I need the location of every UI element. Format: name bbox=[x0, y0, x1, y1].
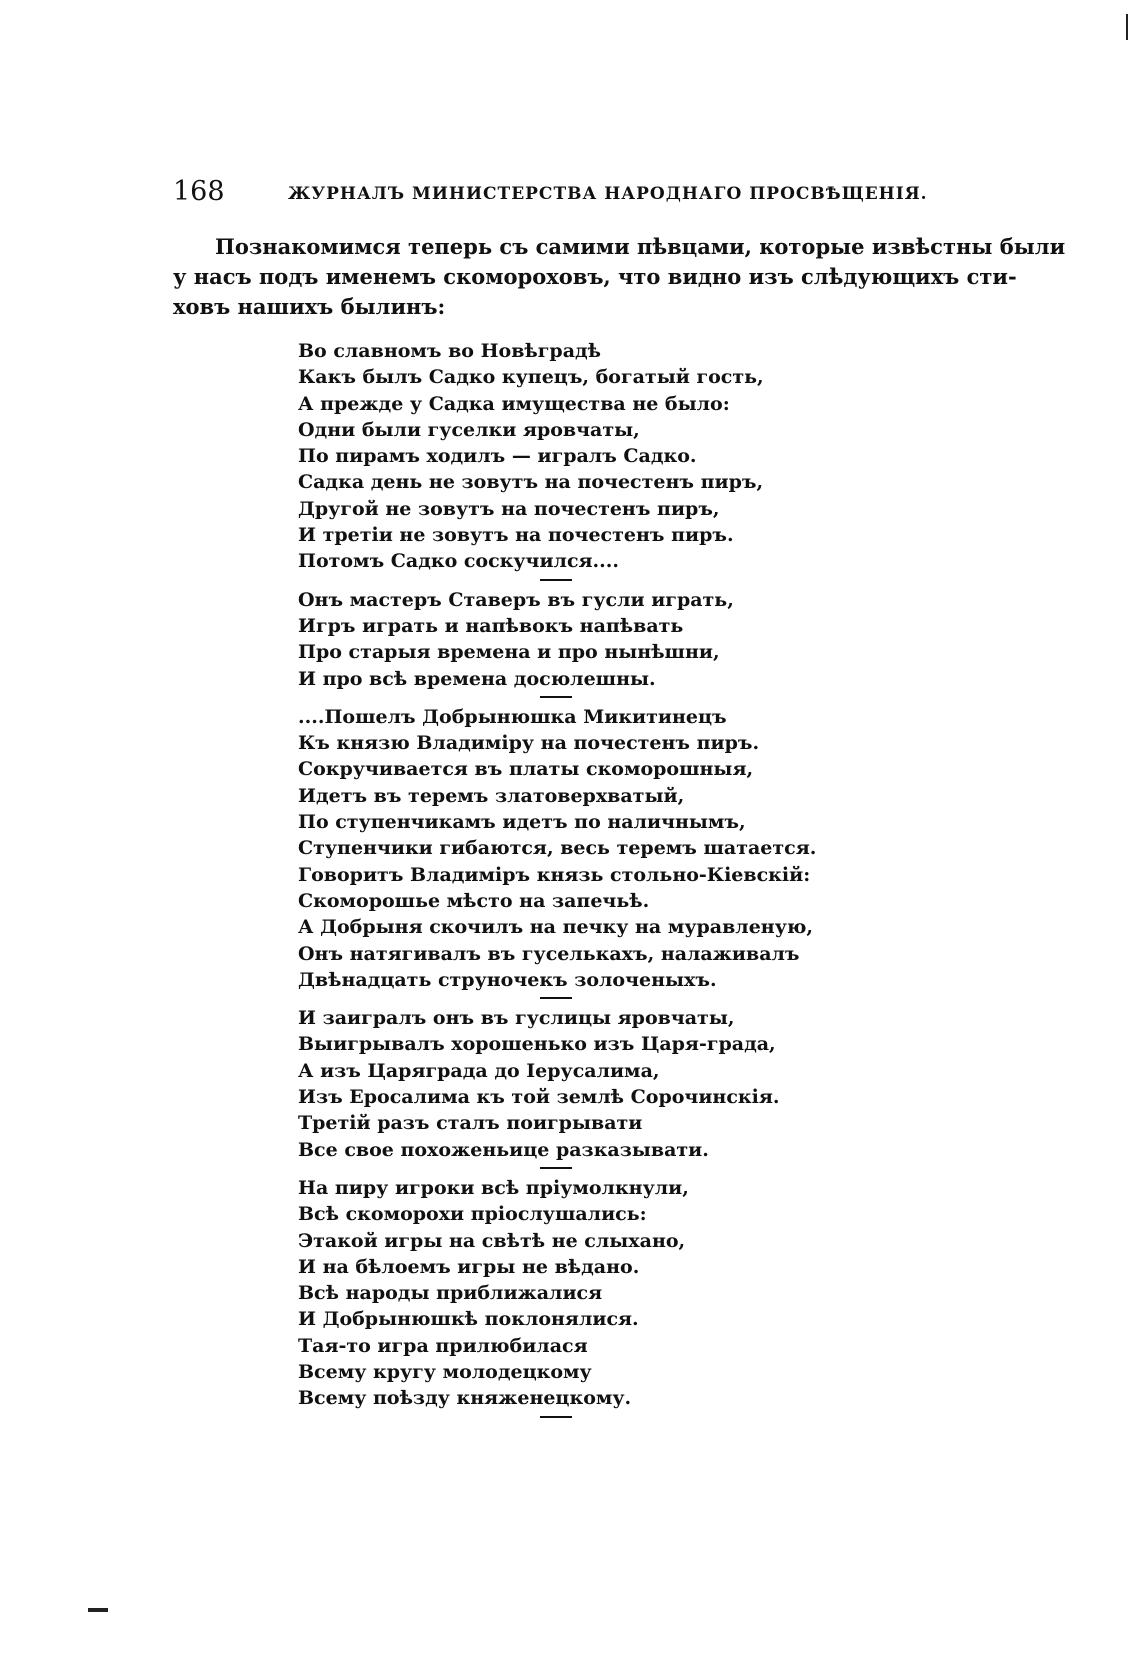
scan-margin-mark bbox=[88, 1608, 108, 1612]
verse-line: Всему кругу молодецкому bbox=[298, 1360, 592, 1383]
verse-line: Онъ мастеръ Ставеръ въ гусли играть, bbox=[298, 588, 734, 611]
page-number: 168 bbox=[173, 176, 225, 207]
verse-line: ....Пошелъ Добрынюшка Микитинецъ bbox=[298, 705, 727, 728]
verse-line: Скоморошье мѣсто на запечьѣ. bbox=[298, 889, 650, 912]
verse-line: А прежде у Садка имущества не было: bbox=[298, 392, 730, 415]
verse-line: Онъ натягивалъ въ гуселькахъ, налаживалъ bbox=[298, 942, 800, 965]
verse-line: Говоритъ Владиміръ князь стольно-Кіевскій: bbox=[298, 863, 811, 886]
verse-line: Про старыя времена и про нынѣшни, bbox=[298, 641, 720, 664]
verse-line: Всѣ скоморохи пріослушались: bbox=[298, 1203, 647, 1226]
verse-line: По ступенчикамъ идетъ по наличнымъ, bbox=[298, 811, 746, 834]
verse-line: И Добрынюшкѣ поклонялися. bbox=[298, 1308, 639, 1331]
verse-line: Во славномъ во Новѣградѣ bbox=[298, 340, 602, 362]
scan-margin-mark bbox=[1126, 14, 1128, 40]
verse-line: Къ князю Владиміру на почестенъ пиръ. bbox=[298, 732, 760, 755]
stanza-divider bbox=[540, 1167, 572, 1169]
verse-line: А Добрыня скочилъ на печку на муравленую, bbox=[298, 916, 813, 939]
verse-line: Какъ былъ Садко купецъ, богатый гость, bbox=[298, 366, 764, 389]
verse-line: Двѣнадцать струночекъ золоченыхъ. bbox=[298, 968, 717, 991]
verse-line: Все свое похоженьице разказывати. bbox=[298, 1138, 709, 1161]
intro-line: Познакомимся теперь съ самими пѣвцами, которые извѣстны были bbox=[215, 234, 1066, 259]
verse-line: Всѣ народы приближалися bbox=[298, 1282, 603, 1305]
verse-line: И на бѣлоемъ игры не вѣдано. bbox=[298, 1255, 640, 1278]
verse-line: Выигрывалъ хорошенько изъ Царя-града, bbox=[298, 1033, 776, 1056]
stanza bbox=[298, 338, 816, 575]
page-header bbox=[173, 174, 933, 214]
intro-line: у насъ подъ именемъ скомороховъ, что видно изъ слѣдующихъ сти- bbox=[173, 264, 1017, 289]
verse-line: Одни были гуселки яровчаты, bbox=[298, 418, 640, 441]
verse-line: По пирамъ ходилъ — игралъ Садко. bbox=[298, 445, 697, 468]
verse-line: Сокручивается въ платы скоморошныя, bbox=[298, 758, 754, 781]
verse-line: Тая-то игра прилюбилася bbox=[298, 1334, 588, 1357]
verse-line: Этакой игры на свѣтѣ не слыхано, bbox=[298, 1229, 686, 1252]
stanza bbox=[298, 1175, 816, 1412]
verse-line: Садка день не зовутъ на почестенъ пиръ, bbox=[298, 471, 764, 494]
verse-line: Другой не зовутъ на почестенъ пиръ, bbox=[298, 497, 720, 520]
verse-line: Ступенчики гибаются, весь теремъ шатается. bbox=[298, 837, 817, 860]
verse-line: Потомъ Садко соскучился.... bbox=[298, 550, 620, 573]
verse-line: Изъ Еросалима къ той землѣ Сорочинскія. bbox=[298, 1086, 780, 1109]
intro-paragraph bbox=[173, 232, 1066, 322]
verse-line: А изъ Царяграда до Іерусалима, bbox=[298, 1059, 660, 1082]
verse-line: И заигралъ онъ въ гуслицы яровчаты, bbox=[298, 1007, 735, 1030]
verse-line: Идетъ въ теремъ златоверхватый, bbox=[298, 784, 685, 807]
poem bbox=[298, 338, 816, 1424]
stanza-divider bbox=[540, 696, 572, 698]
running-title: ЖУРНАЛЪ МИНИСТЕРСТВА НАРОДНАГО ПРОСВѢЩЕНІЯ. bbox=[288, 184, 928, 204]
verse-line: Всему поѣзду княженецкому. bbox=[298, 1387, 632, 1410]
verse-line: Третій разъ сталъ поигрывати bbox=[298, 1112, 643, 1135]
stanza bbox=[298, 1005, 816, 1163]
stanza-divider bbox=[540, 997, 572, 999]
stanza bbox=[298, 704, 816, 993]
stanza-divider bbox=[540, 1416, 572, 1418]
verse-line: И про всѣ времена досюлешны. bbox=[298, 667, 656, 690]
stanza-divider bbox=[540, 579, 572, 581]
stanza bbox=[298, 587, 816, 692]
verse-line: На пиру игроки всѣ пріумолкнули, bbox=[298, 1176, 689, 1199]
verse-line: И третіи не зовутъ на почестенъ пиръ. bbox=[298, 524, 734, 547]
intro-line: ховъ нашихъ былинъ: bbox=[173, 294, 446, 319]
verse-line: Игръ играть и напѣвокъ напѣвать bbox=[298, 614, 684, 637]
